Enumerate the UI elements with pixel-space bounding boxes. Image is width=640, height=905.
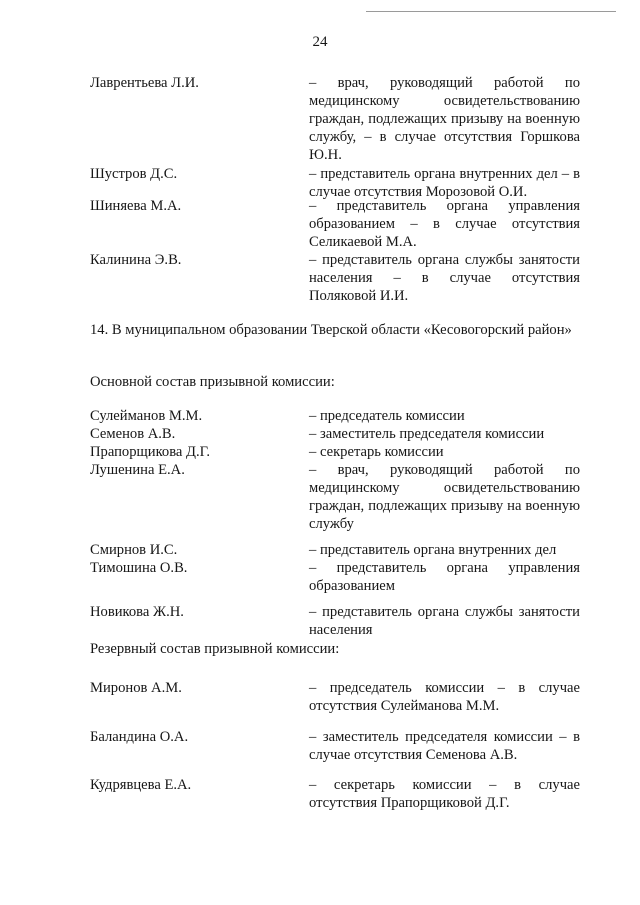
member-role: – представитель органа управления образованием xyxy=(309,560,580,594)
member-name: Лаврентьева Л.И. xyxy=(90,75,199,91)
member-role: – секретарь комиссии xyxy=(309,444,444,460)
member-role: – заместитель председателя комиссии – в случае отсутствия Семенова А.В. xyxy=(309,729,580,763)
member-role: – секретарь комиссии – в случае отсутствия Прапорщиковой Д.Г. xyxy=(309,777,580,811)
page-number: 24 xyxy=(312,34,328,50)
member-role: – председатель комиссии xyxy=(309,408,465,424)
entry-row xyxy=(90,165,580,201)
entry-row xyxy=(90,679,580,715)
section-14-heading: 14. В муниципальном образовании Тверской области «Кесовогорский район» xyxy=(90,322,572,338)
entry-row xyxy=(90,776,580,812)
main-members-list xyxy=(90,407,580,639)
member-name: Калинина Э.В. xyxy=(90,252,182,268)
member-name: Лушенина Е.А. xyxy=(90,462,185,478)
entry-row xyxy=(90,251,580,305)
member-role: – представитель органа управления образованием – в случае отсутствия Селикаевой М.А. xyxy=(309,198,580,250)
member-role: – врач, руководящий работой по медицинскому освидетельствованию граждан, подлежащих призыву на военную службу xyxy=(309,462,580,532)
member-name: Семенов А.В. xyxy=(90,426,176,442)
member-role: – заместитель председателя комиссии xyxy=(309,426,545,442)
entry-row xyxy=(90,541,580,559)
member-role: – представитель органа внутренних дел – в случае отсутствия Морозовой О.И. xyxy=(309,166,580,200)
entry-row xyxy=(90,443,580,461)
member-name: Миронов А.М. xyxy=(90,680,182,696)
member-role: – представитель органа внутренних дел xyxy=(309,542,557,558)
member-name: Шиняева М.А. xyxy=(90,198,182,214)
entry-row xyxy=(90,425,580,443)
member-name: Баландина О.А. xyxy=(90,729,189,745)
entry-row xyxy=(90,603,580,639)
member-role: – председатель комиссии – в случае отсутствия Сулейманова М.М. xyxy=(309,680,580,714)
main-composition-heading: Основной состав призывной комиссии: xyxy=(90,374,335,390)
member-name: Тимошина О.В. xyxy=(90,560,188,576)
reserve-composition-heading: Резервный состав призывной комиссии: xyxy=(90,641,340,657)
member-name: Новикова Ж.Н. xyxy=(90,604,184,620)
member-role: – представитель органа службы занятости населения xyxy=(309,604,580,638)
member-role: – представитель органа службы занятости населения – в случае отсутствия Поляковой И.И. xyxy=(309,252,580,304)
member-name: Смирнов И.С. xyxy=(90,542,178,558)
entry-row xyxy=(90,74,580,164)
member-name: Прапорщикова Д.Г. xyxy=(90,444,211,460)
entry-row xyxy=(90,559,580,595)
entry-row xyxy=(90,407,580,425)
member-name: Шустров Д.С. xyxy=(90,166,178,182)
member-role: – врач, руководящий работой по медицинскому освидетельствованию граждан, подлежащих призыву на военную службу, – в случае отсутствия Горшкова Ю.Н. xyxy=(309,75,580,163)
member-name: Сулейманов М.М. xyxy=(90,408,203,424)
header-rule xyxy=(366,11,616,12)
member-name: Кудрявцева Е.А. xyxy=(90,777,192,793)
reserve-members-list xyxy=(90,679,580,812)
entry-row xyxy=(90,461,580,533)
entry-row xyxy=(90,197,580,251)
entry-row xyxy=(90,728,580,764)
